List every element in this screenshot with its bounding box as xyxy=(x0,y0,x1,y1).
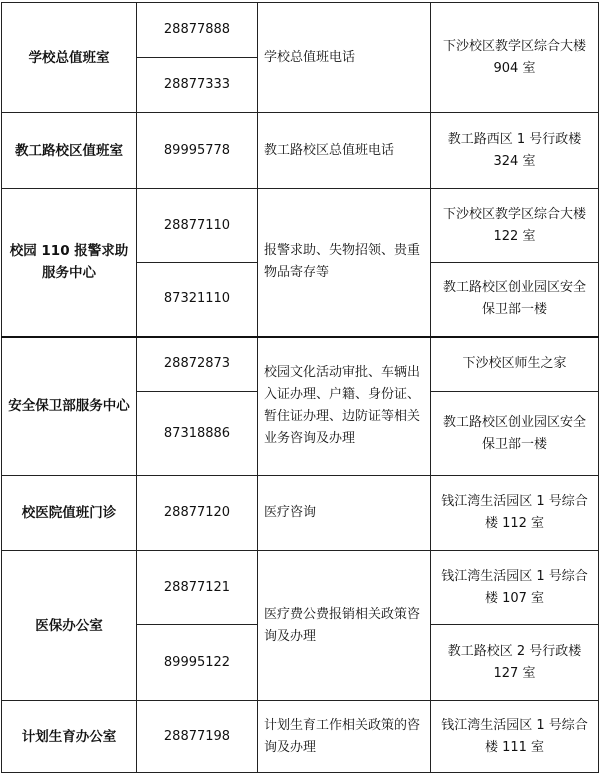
department-cell: 医保办公室 xyxy=(2,551,137,701)
phone-cell: 28877120 xyxy=(137,476,258,551)
service-cell: 医疗费公费报销相关政策咨询及办理 xyxy=(258,551,431,701)
phone-cell: 87321110 xyxy=(137,263,258,337)
service-cell: 教工路校区总值班电话 xyxy=(258,113,431,189)
location-cell: 钱江湾生活园区 1 号综合楼 107 室 xyxy=(431,551,599,625)
location-cell: 教工路西区 1 号行政楼 324 室 xyxy=(431,113,599,189)
department-cell: 计划生育办公室 xyxy=(2,701,137,773)
location-cell: 教工路校区创业园区安全保卫部一楼 xyxy=(431,263,599,337)
contact-directory-table xyxy=(1,2,599,773)
location-cell: 教工路校区 2 号行政楼 127 室 xyxy=(431,625,599,701)
table-row xyxy=(2,476,599,551)
department-cell: 学校总值班室 xyxy=(2,3,137,113)
location-cell: 下沙校区教学区综合大楼 122 室 xyxy=(431,189,599,263)
department-cell: 安全保卫部服务中心 xyxy=(2,337,137,476)
service-cell: 医疗咨询 xyxy=(258,476,431,551)
location-cell: 钱江湾生活园区 1 号综合楼 112 室 xyxy=(431,476,599,551)
table-row xyxy=(2,113,599,189)
department-cell: 校医院值班门诊 xyxy=(2,476,137,551)
location-cell: 下沙校区教学区综合大楼 904 室 xyxy=(431,3,599,113)
phone-cell: 87318886 xyxy=(137,392,258,476)
service-cell: 学校总值班电话 xyxy=(258,3,431,113)
service-cell: 计划生育工作相关政策的咨询及办理 xyxy=(258,701,431,773)
table-row xyxy=(2,701,599,773)
table-row xyxy=(2,189,599,263)
department-cell: 教工路校区值班室 xyxy=(2,113,137,189)
service-cell: 校园文化活动审批、车辆出入证办理、户籍、身份证、暂住证办理、边防证等相关业务咨询及办理 xyxy=(258,337,431,476)
phone-cell: 89995122 xyxy=(137,625,258,701)
table-row xyxy=(2,337,599,392)
phone-cell: 28872873 xyxy=(137,337,258,392)
table-row xyxy=(2,551,599,625)
phone-cell: 28877888 xyxy=(137,3,258,58)
department-cell: 校园 110 报警求助服务中心 xyxy=(2,189,137,337)
phone-cell: 89995778 xyxy=(137,113,258,189)
phone-cell: 28877198 xyxy=(137,701,258,773)
location-cell: 钱江湾生活园区 1 号综合楼 111 室 xyxy=(431,701,599,773)
table-row xyxy=(2,3,599,58)
phone-cell: 28877110 xyxy=(137,189,258,263)
location-cell: 教工路校区创业园区安全保卫部一楼 xyxy=(431,392,599,476)
phone-cell: 28877121 xyxy=(137,551,258,625)
phone-cell: 28877333 xyxy=(137,58,258,113)
location-cell: 下沙校区师生之家 xyxy=(431,337,599,392)
service-cell: 报警求助、失物招领、贵重物品寄存等 xyxy=(258,189,431,337)
